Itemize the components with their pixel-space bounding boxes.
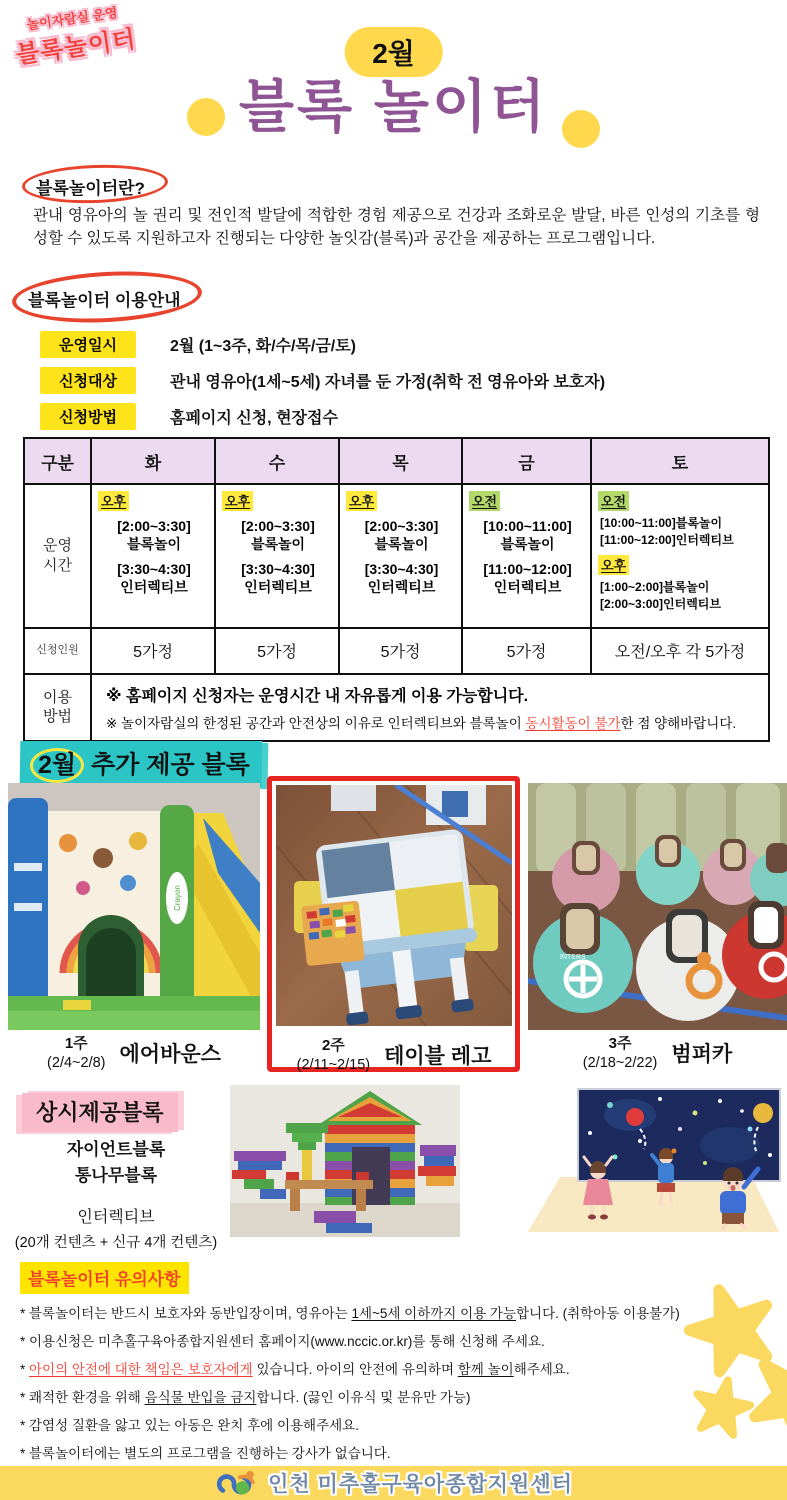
schedule-corner: 구분 [24, 438, 91, 484]
always-blocks-heading: 상시제공블록 [22, 1093, 178, 1132]
logo-subtitle: 놀이자람실 운영 [25, 4, 119, 33]
title-dot-left-icon [187, 98, 225, 136]
period-chip-pm: 오후 [346, 491, 377, 511]
info-value-apply: 홈페이지 신청, 현장접수 [170, 410, 338, 427]
week3-name: 범퍼카 [671, 1043, 733, 1067]
always-item-giant: 자이언트블록 [66, 1140, 166, 1159]
week1-dates: (2/4~2/8) [47, 1054, 106, 1071]
period-chip-pm: 오후 [98, 491, 129, 511]
caption-week3 [528, 1035, 787, 1072]
day-thu: 목 [339, 438, 462, 484]
info-row-target [40, 367, 605, 394]
logo-title: 블록놀이터 [14, 25, 138, 70]
day-fri: 금 [462, 438, 591, 484]
notice-item-6: * 블록놀이터에는 별도의 프로그램을 진행하는 강사가 없습니다. [20, 1446, 391, 1461]
always-blocks-list [0, 1137, 232, 1252]
day-wed: 수 [215, 438, 339, 484]
weekly-blocks-heading [20, 741, 263, 787]
day-sat: 토 [591, 438, 769, 484]
schedule-cell-tue: 오후 [2:00~3:30] 블록놀이 [3:30~4:30] 인터렉티브 [91, 484, 215, 628]
week1-label: 1주 [64, 1035, 88, 1052]
method-row-label: 이용 방법 [24, 674, 91, 741]
schedule-cell-fri: 오전 [10:00~11:00] 블록놀이 [11:00~12:00] 인터렉티브 [462, 484, 591, 628]
caption-week2 [272, 1037, 516, 1074]
method-notes: ※ 홈페이지 신청자는 운영시간 내 자유롭게 이용 가능합니다. ※ 놀이자람실의 한정된 공간과 안전상의 이유로 인터렉티브와 블록놀이 동시활동이 불가한 점 양해바랍니다. [91, 674, 769, 741]
notice-item-3: * 아이의 안전에 대한 책임은 보호자에게 있습니다. 아이의 안전에 유의하며 함께 놀이해주세요. [20, 1362, 570, 1377]
page-title-row [0, 76, 787, 148]
page-title: 블록 놀이터 [238, 75, 549, 139]
time-row-label: 운영 시간 [24, 484, 91, 628]
guide-heading: 블록놀이터 이용안내 [28, 291, 181, 310]
photo-table-lego [276, 785, 512, 1026]
week3-label: 3주 [608, 1035, 632, 1052]
info-label-schedule: 운영일시 [40, 331, 136, 358]
center-footer-logo-icon [214, 1468, 258, 1498]
period-chip-am: 오전 [598, 491, 629, 511]
week1-name: 에어바운스 [119, 1043, 221, 1067]
footer-org-name: 인천 미추홀구육아종합지원센터 [268, 1473, 573, 1496]
intro-body: 관내 영유아의 놀 권리 및 전인적 발달에 적합한 경험 제공으로 건강과 조화로운 발달, 바른 인성의 기초를 형성할 수 있도록 지원하고자 진행되는 다양한 놀잇감(블록)과 공간을 제공하는 프로그램입니다. [33, 207, 760, 248]
schedule-table [23, 437, 770, 742]
footer-bar [0, 1466, 787, 1500]
period-chip-pm: 오후 [222, 491, 253, 511]
caption-week1 [8, 1035, 260, 1072]
period-chip-am: 오전 [469, 491, 500, 511]
notice-item-2: * 이용신청은 미추홀구육아종합지원센터 홈페이지(www.nccic.or.kr)를 통해 신청해 주세요. [20, 1334, 545, 1349]
month-badge: 2월 [344, 27, 443, 77]
notices-heading: 블록놀이터 유의사항 [20, 1262, 189, 1294]
week2-dates: (2/11~2/15) [296, 1056, 371, 1073]
always-item-contents: (20개 컨텐츠 + 신규 4개 컨텐츠) [14, 1235, 218, 1251]
always-item-log: 통나무블록 [74, 1165, 158, 1185]
info-label-target: 신청대상 [40, 367, 136, 394]
schedule-capacity-row: 신청인원 5가정 5가정 5가정 5가정 오전/오후 각 5가정 [24, 628, 769, 674]
schedule-cell-sat: 오전 [10:00~11:00]블록놀이 [11:00~12:00]인터렉티브 오후 [1:00~2:00]블록놀이 [2:00~3:00]인터렉티브 [591, 484, 769, 628]
schedule-cell-thu: 오후 [2:00~3:30] 블록놀이 [3:30~4:30] 인터렉티브 [339, 484, 462, 628]
schedule-time-row [24, 484, 769, 628]
info-value-schedule: 2월 (1~3주, 화/수/목/금/토) [170, 338, 357, 355]
schedule-header-row [24, 438, 769, 484]
day-tue: 화 [91, 438, 215, 484]
week2-label: 2주 [321, 1037, 345, 1054]
weekly-heading-rest: 추가 제공 블록 [83, 751, 251, 779]
always-item-interactive: 인터렉티브 [77, 1209, 155, 1226]
schedule-cell-wed: 오후 [2:00~3:30] 블록놀이 [3:30~4:30] 인터렉티브 [215, 484, 339, 628]
center-logo [11, 0, 138, 70]
info-row-schedule [40, 331, 356, 358]
stars-decoration-icon [660, 1278, 787, 1463]
svg-text:Crayon: Crayon [173, 885, 182, 911]
week3-dates: (2/18~2/22) [582, 1054, 658, 1071]
title-dot-right-icon [562, 110, 600, 148]
period-chip-pm: 오후 [598, 555, 629, 575]
notice-item-4: * 쾌적한 환경을 위해 음식물 반입을 금지합니다. (끓인 이유식 및 분유만 가능) [20, 1390, 471, 1405]
notice-item-5: * 감염성 질환을 앓고 있는 아동은 완치 후에 이용해주세요. [20, 1418, 359, 1433]
photo-interactive-screen [520, 1085, 787, 1232]
photo-air-bounce [8, 783, 260, 1030]
svg-text:INTERS: INTERS [560, 954, 586, 961]
notice-item-1: * 블록놀이터는 반드시 보호자와 동반입장이며, 영유아는 1세~5세 이하까지 이용 가능합니다. (취학아동 이용불가) [20, 1306, 680, 1321]
photo-block-structure [230, 1085, 460, 1237]
info-value-target: 관내 영유아(1세~5세) 자녀를 둔 가정(취학 전 영유아와 보호자) [170, 374, 606, 391]
info-label-apply: 신청방법 [40, 403, 136, 430]
weekly-heading-month: 2월 [30, 748, 85, 783]
week2-name: 테이블 레고 [384, 1045, 492, 1069]
photo-bumper-cars [528, 783, 787, 1030]
intro-heading: 블록놀이터란? [36, 179, 145, 198]
schedule-method-row [24, 674, 769, 741]
info-row-apply [40, 403, 338, 430]
capacity-row-label: 신청인원 [24, 628, 91, 674]
